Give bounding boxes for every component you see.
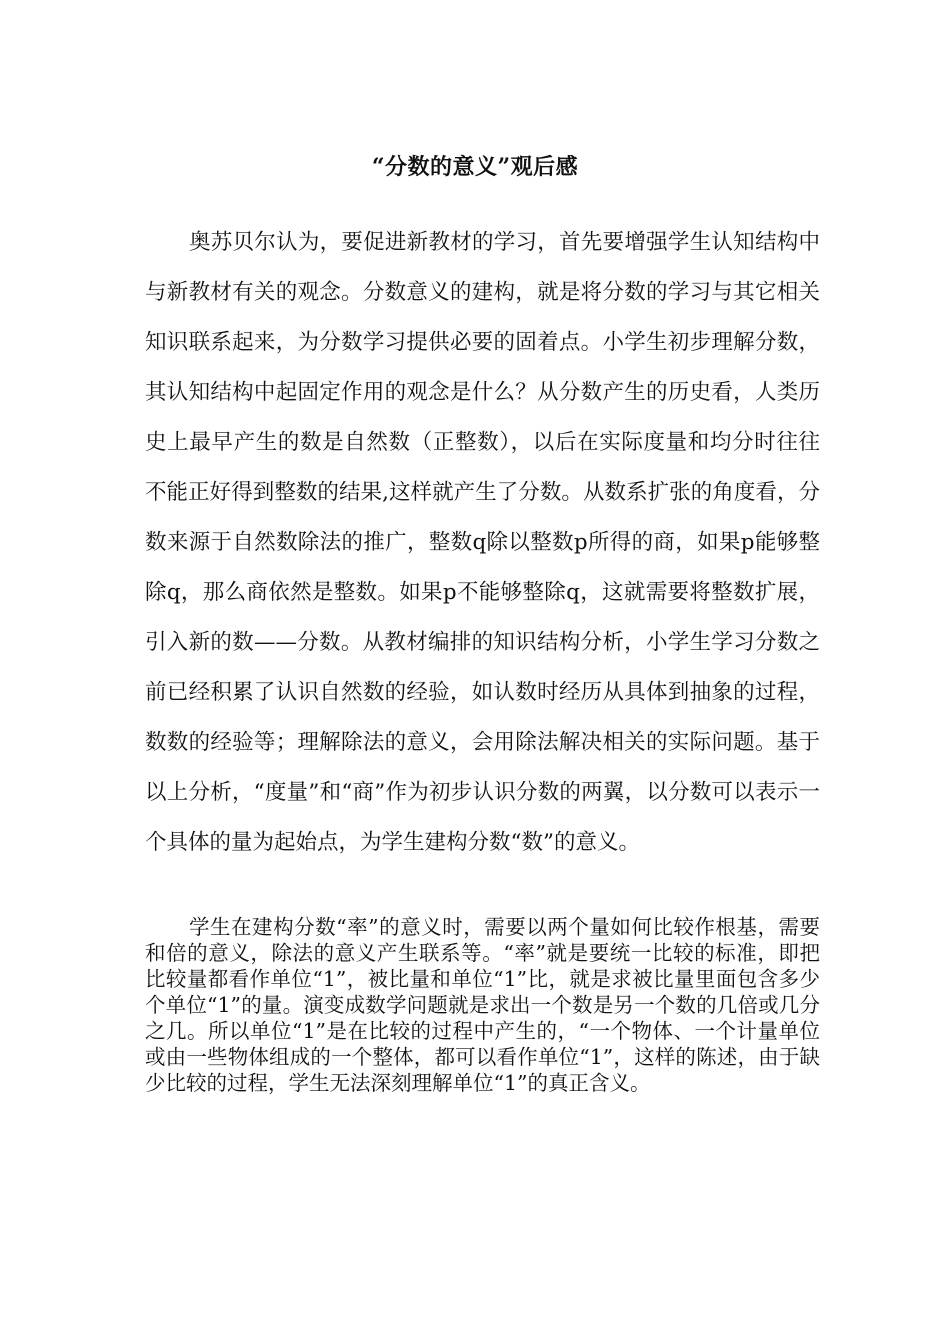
- document-title: “分数的意义”观后感: [371, 154, 579, 180]
- paragraph-1: 奥苏贝尔认为，要促进新教材的学习，首先要增强学生认知结构中与新教材有关的观念。分数意义的建构，就是将分数的学习与其它相关知识联系起来，为分数学习提供必要的固着点。小学生初步理解分数，其认知结构中起固定作用的观念是什么？从分数产生的历史看，人类历史上最早产生的数是自然数（正整数），以后在实际度量和均分时往往不能正好得到整数的结果,这样就产生了分数。从数系扩张的角度看，分数来源于自然数除法的推广，整数q除以整数p所得的商，如果p能够整除q，那么商依然是整数。如果p不能够整除q，这就需要将整数扩展，引入新的数——分数。从教材编排的知识结构分析，小学生学习分数之前已经积累了认识自然数的经验，如认数时经历从具体到抽象的过程，数数的经验等；理解除法的意义，会用除法解决相关的实际问题。基于以上分析，“度量”和“商”作为初步认识分数的两翼，以分数可以表示一个具体的量为起始点，为学生建构分数“数”的意义。: [145, 230, 820, 855]
- paragraph-2: 学生在建构分数“率”的意义时，需要以两个量如何比较作根基，需要和倍的意义，除法的意义产生联系等。“率”就是要统一比较的标准，即把比较量都看作单位“1”，被比量和单位“1”比，就是求被比量里面包含多少个单位“1”的量。演变成数学问题就是求出一个数是另一个数的几倍或几分之几。所以单位“1”是在比较的过程中产生的，“一个物体、一个计量单位或由一些物体组成的一个整体，都可以看作单位“1”，这样的陈述，由于缺少比较的过程，学生无法深刻理解单位“1”的真正含义。: [145, 915, 820, 1095]
